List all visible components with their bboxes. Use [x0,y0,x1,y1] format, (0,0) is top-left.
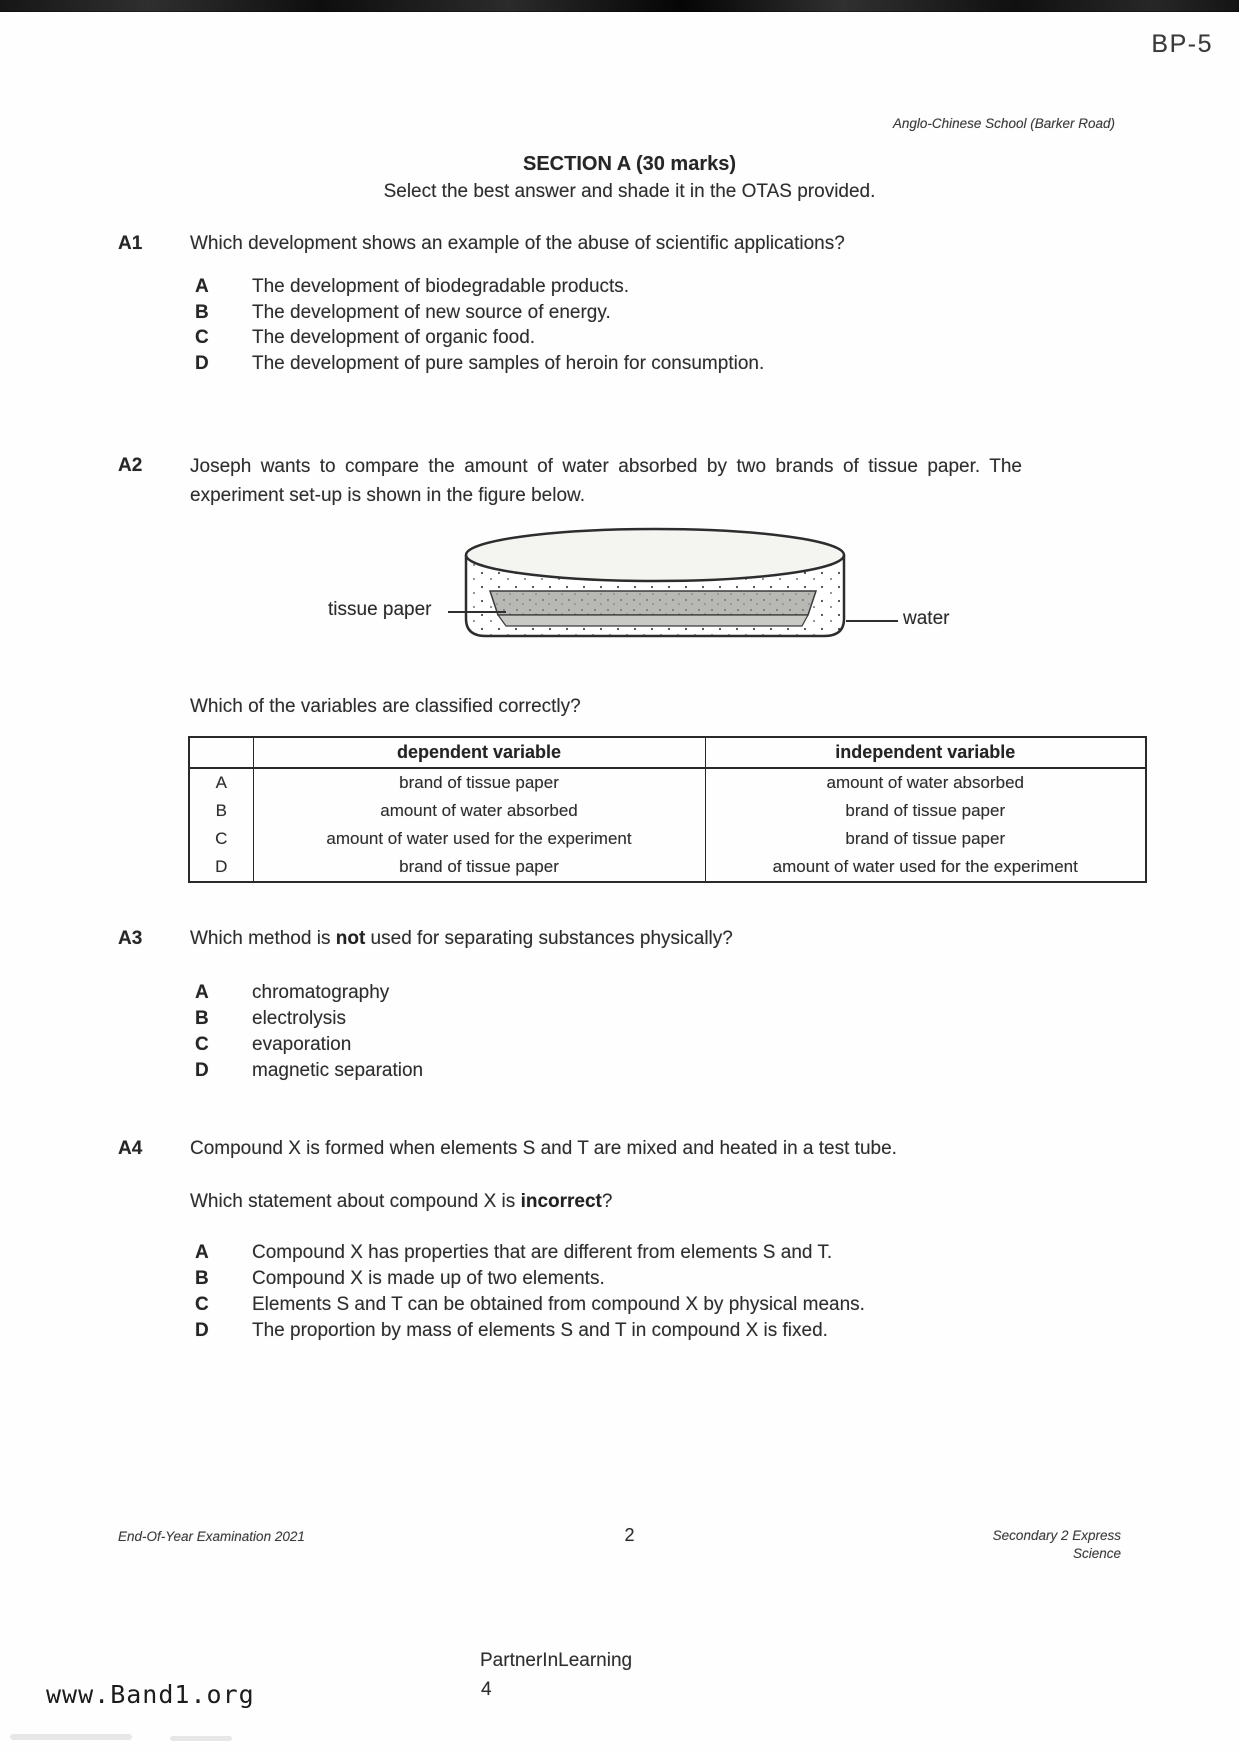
water-pointer-line [846,620,898,622]
question-a3-text-bold: not [335,928,366,949]
option-a4-d [195,1318,865,1344]
option-text: Elements S and T can be obtained from compound X by physical means. [252,1294,865,1315]
question-a1-text: Which development shows an example of the abuse of scientific applications? [190,233,845,254]
independent-cell: brand of tissue paper [705,825,1146,853]
question-a4-sub-before: Which statement about compound X is [190,1191,521,1212]
question-a2-sub-question: Which of the variables are classified correctly? [190,696,581,717]
section-instruction: Select the best answer and shade it in the OTAS provided. [383,181,876,202]
option-letter: B [195,1008,209,1029]
tissue-fold [498,615,808,626]
page-corner-tag: BP-5 [1151,30,1213,58]
option-letter: C [195,327,209,348]
question-a1-options [195,274,764,376]
option-a4-c [195,1292,865,1318]
question-a3 [118,925,1068,952]
option-a4-b [195,1266,865,1292]
variables-table [188,736,1147,883]
option-text: Compound X is made up of two elements. [252,1268,605,1289]
scan-artifact-top-bar [0,0,1239,12]
table-corner-cell [189,737,253,768]
question-a3-text [190,925,1068,952]
option-letter: A [195,276,209,297]
option-text: The development of pure samples of heroin for consumption. [252,352,765,374]
option-a3-b [195,1006,423,1032]
question-a1 [118,230,1068,257]
option-a4-a [195,1240,865,1266]
option-letter: C [195,1294,209,1315]
question-a4-number: A4 [118,1138,143,1159]
option-letter: B [195,1268,209,1289]
col-header-dependent: dependent variable [253,737,705,768]
question-a4-options [195,1240,865,1344]
tissue-pointer-line [448,611,506,613]
question-a4-sub-question [190,1191,612,1213]
option-letter: A [195,1242,209,1263]
question-a4-sub-after: ? [601,1191,613,1212]
col-header-independent: independent variable [705,737,1146,768]
scan-artifact-smudge [10,1734,132,1740]
dependent-cell: amount of water absorbed [253,797,705,825]
tissue-paper-label: tissue paper [328,599,432,620]
question-a3-number: A3 [118,928,143,949]
table-header-row [189,737,1146,768]
watermark-url: www.Band1.org [46,1680,255,1709]
option-letter: D [195,1060,209,1081]
table-row-b [189,797,1146,825]
option-a3-c [195,1032,423,1058]
footer-exam-name: End-Of-Year Examination 2021 [118,1529,305,1544]
footer-course-line2: Science [1072,1546,1121,1561]
option-a3-d [195,1058,423,1084]
row-letter: B [189,797,253,825]
question-a2-number: A2 [118,455,143,476]
scan-artifact-smudge [170,1736,232,1741]
option-a1-a [195,274,764,300]
option-a1-b [195,300,764,326]
option-a1-d [195,351,764,377]
question-a1-number: A1 [118,233,143,254]
option-text: Compound X has properties that are different from elements S and T. [252,1242,833,1263]
option-text: magnetic separation [252,1060,424,1081]
dependent-cell: amount of water used for the experiment [253,825,705,853]
question-a4 [118,1135,1078,1162]
option-letter: B [195,301,209,323]
partner-number: 4 [481,1679,492,1700]
footer-course [993,1527,1121,1563]
question-a2-text: Joseph wants to compare the amount of water absorbed by two brands of tissue paper. The experiment set-up is shown in the figure below. [190,456,1022,506]
independent-cell: brand of tissue paper [705,797,1146,825]
option-text: The proportion by mass of elements S and T in compound X is fixed. [252,1320,828,1341]
option-text: The development of new source of energy. [252,301,611,323]
option-text: electrolysis [252,1008,346,1029]
dish-figure [462,527,848,657]
tissue-strip-texture [490,591,816,615]
option-a1-c [195,325,764,351]
section-title: SECTION A (30 marks) [522,153,737,175]
option-text: evaporation [252,1034,352,1055]
option-a3-a [195,980,423,1006]
table-row-a [189,768,1146,797]
option-letter: D [195,352,209,374]
row-letter: D [189,853,253,882]
table-row-d [189,853,1146,882]
dependent-cell: brand of tissue paper [253,768,705,797]
option-text: The development of organic food. [252,327,536,348]
option-text: The development of biodegradable products. [252,276,630,297]
school-header: Anglo-Chinese School (Barker Road) [892,116,1115,131]
independent-cell: amount of water absorbed [705,768,1146,797]
row-letter: A [189,768,253,797]
question-a4-sub-bold: incorrect [520,1191,602,1212]
water-label: water [903,608,950,629]
footer-course-line1: Secondary 2 Express [992,1528,1121,1543]
dependent-cell: brand of tissue paper [253,853,705,882]
question-a4-text: Compound X is formed when elements S and T are mixed and heated in a test tube. [190,1138,897,1159]
row-letter: C [189,825,253,853]
dish-rim [466,529,844,581]
partner-text: PartnerInLearning [480,1650,633,1671]
question-a2 [118,452,1022,510]
independent-cell: amount of water used for the experiment [705,853,1146,882]
option-letter: A [195,982,209,1003]
question-a3-text-after: used for separating substances physically? [365,928,733,949]
option-letter: D [195,1320,209,1341]
question-a3-options [195,980,423,1084]
option-text: chromatography [252,982,390,1003]
option-letter: C [195,1034,209,1055]
table-row-c [189,825,1146,853]
question-a3-text-before: Which method is [190,928,336,949]
footer-page-number: 2 [624,1525,635,1545]
